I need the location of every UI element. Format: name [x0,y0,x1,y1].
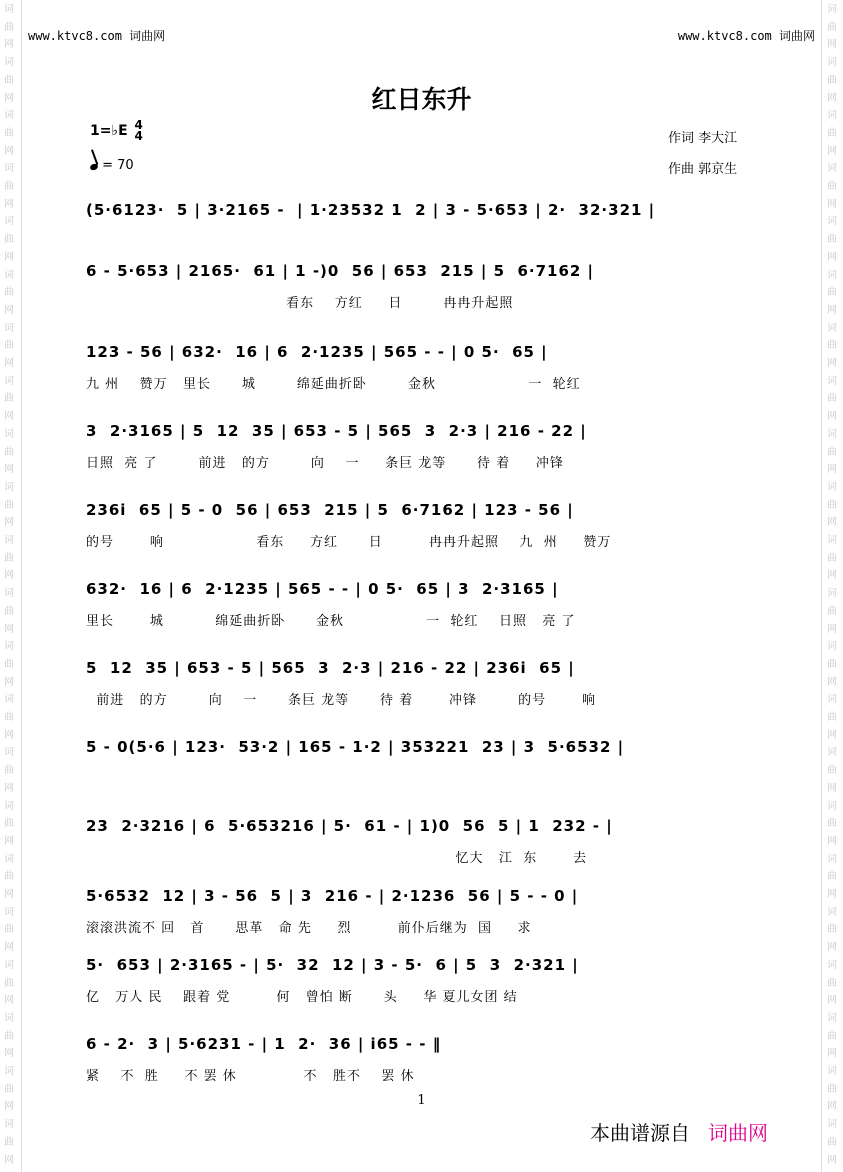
lyric-line: 紧 不 胜 不 罢 休 不 胜不 罢 休 [86,1069,415,1084]
watermark-char: 曲 [827,1136,837,1148]
watermark-char: 网 [4,358,14,369]
watermark-char: 网 [827,942,837,954]
watermark-char: 词 [4,906,14,918]
watermark-char: 词 [4,322,14,334]
lyric-line: 日照 亮 了 前进 的方 向 一 条巨 龙等 待 着 冲锋 [86,456,564,471]
watermark-char: 词 [4,800,14,812]
watermark-char: 网 [827,304,837,316]
lyric-line: 前进 的方 向 一 条巨 龙等 待 着 冲锋 的号 响 [86,693,597,708]
lyric-line: 滚滚洪流不 回 首 思革 命 先 烈 前仆后继为 国 求 [86,921,532,936]
watermark-char: 网 [4,1101,14,1113]
watermark-char: 词 [4,110,14,122]
watermark-char: 曲 [827,605,837,617]
time-signature [135,120,143,142]
source-label: 本曲谱源自 [590,1121,690,1145]
watermark-char: 曲 [827,234,837,246]
watermark-char: 网 [827,198,837,210]
watermark-char: 曲 [4,765,14,777]
watermark-char: 曲 [4,127,14,139]
watermark-char: 词 [827,1012,837,1024]
watermark-char: 曲 [4,234,14,246]
watermark-char: 曲 [827,818,837,830]
watermark-char: 曲 [827,127,837,139]
page-number: 1 [417,1093,426,1108]
watermark-char: 网 [4,517,14,529]
watermark-char: 网 [827,358,837,369]
time-sig-top: 4 [134,118,143,132]
watermark-char: 曲 [827,446,837,458]
watermark-char: 网 [827,1101,837,1113]
watermark-char: 曲 [4,21,14,33]
watermark-char: 曲 [4,924,14,936]
watermark-char: 词 [827,57,837,69]
watermark-char: 网 [4,145,14,157]
watermark-char: 网 [827,411,837,423]
lyric-line: 忆大 江 东 去 [86,851,588,866]
watermark-char: 词 [4,481,14,493]
watermark-char: 曲 [4,605,14,617]
notation-line: 23 2·3216 | 6 5·653216 | 5· 61 - | 1)0 56 5 | 1 232 - | [86,817,613,835]
watermark-char: 词 [4,1066,14,1077]
watermark-char: 曲 [4,1083,14,1095]
watermark-char: 词 [827,535,837,546]
watermark-char: 网 [4,889,14,900]
watermark-char: 词 [4,163,14,175]
watermark-char: 网 [827,889,837,900]
watermark-char: 网 [827,835,837,847]
watermark-char: 词 [827,163,837,175]
source-brand: 词曲网 [708,1121,768,1145]
watermark-char: 曲 [827,1030,837,1042]
watermark-char: 网 [4,942,14,954]
watermark-char: 词 [827,322,837,334]
watermark-char: 网 [4,39,14,51]
watermark-char: 网 [4,676,14,688]
watermark-char: 词 [827,853,837,865]
watermark-char: 网 [4,198,14,210]
notation-line: 3 2·3165 | 5 12 35 | 653 - 5 | 565 3 2·3 | 216 - 22 | [86,422,587,440]
right-border-line [821,0,822,1172]
notation-line: 5 - 0(5·6 | 123· 53·2 | 165 - 1·2 | 353221 23 | 3 5·6532 | [86,738,625,756]
watermark-char: 网 [4,782,14,794]
watermark-char: 网 [827,39,837,51]
watermark-char: 网 [827,92,837,104]
watermark-char: 曲 [4,287,14,299]
watermark-char: 网 [827,145,837,157]
watermark-char: 词 [827,269,837,281]
left-watermark-strip [0,0,20,1172]
lyric-line: 看东 方红 日 冉冉升起照 [86,296,514,311]
composer-credit: 作曲 郭京生 [668,162,738,177]
watermark-char: 词 [827,375,837,387]
watermark-char: 曲 [4,340,14,352]
watermark-char: 词 [827,959,837,971]
watermark-char: 网 [827,729,837,741]
watermark-char: 曲 [827,552,837,564]
watermark-char: 曲 [827,340,837,352]
watermark-char: 词 [4,747,14,759]
tempo-marking [90,158,134,173]
watermark-char: 网 [827,782,837,794]
watermark-char: 网 [4,1048,14,1060]
watermark-char: 词 [4,641,14,653]
watermark-char: 词 [827,481,837,493]
watermark-char: 词 [827,1066,837,1077]
watermark-char: 词 [4,216,14,228]
header-site-right: www.ktvc8.com 词曲网 [677,29,815,43]
watermark-char: 曲 [4,658,14,670]
lyric-line: 亿 万人 民 跟着 党 何 曾怕 断 头 华 夏儿女团 结 [86,990,518,1005]
right-watermark-strip [823,0,843,1172]
header-site-left: www.ktvc8.com 词曲网 [28,29,166,43]
time-sig-bottom: 4 [134,129,143,143]
watermark-char: 词 [827,694,837,706]
watermark-char: 网 [827,1154,837,1166]
lyric-line: 的号 响 看东 方红 日 冉冉升起照 九 州 赞万 [86,535,612,550]
watermark-char: 网 [4,464,14,476]
watermark-char: 曲 [4,181,14,192]
watermark-char: 网 [827,251,837,263]
watermark-char: 网 [4,835,14,847]
watermark-char: 曲 [4,1030,14,1042]
watermark-char: 词 [4,269,14,281]
watermark-char: 词 [4,4,14,15]
tempo-text: = 70 [102,158,134,173]
watermark-char: 曲 [827,393,837,405]
watermark-char: 曲 [827,181,837,192]
watermark-char: 词 [827,588,837,600]
watermark-char: 网 [4,570,14,582]
watermark-char: 网 [4,304,14,316]
watermark-char: 词 [4,535,14,546]
watermark-char: 词 [827,747,837,759]
watermark-char: 词 [4,588,14,600]
notation-line: 632· 16 | 6 2·1235 | 565 - - | 0 5· 65 | 3 2·3165 | [86,580,559,598]
watermark-char: 曲 [4,871,14,883]
watermark-char: 词 [4,959,14,971]
key-signature [90,120,143,142]
notation-line: 123 - 56 | 632· 16 | 6 2·1235 | 565 - - | 0 5· 65 | [86,343,548,361]
watermark-char: 网 [827,517,837,529]
watermark-char: 词 [827,1119,837,1131]
watermark-char: 词 [4,57,14,69]
watermark-char: 词 [4,1012,14,1024]
notation-line: 5 12 35 | 653 - 5 | 565 3 2·3 | 216 - 22 | 236i 65 | [86,659,575,677]
watermark-char: 网 [827,570,837,582]
watermark-char: 曲 [827,1083,837,1095]
watermark-char: 词 [827,4,837,15]
notation-line: 5· 653 | 2·3165 - | 5· 32 12 | 3 - 5· 6 | 5 3 2·321 | [86,956,579,974]
watermark-char: 曲 [4,977,14,989]
watermark-char: 曲 [827,712,837,723]
notation-line: 6 - 5·653 | 2165· 61 | 1 -)0 56 | 653 215 | 5 6·7162 | [86,262,595,280]
lyricist-credit: 作词 李大江 [668,131,738,146]
watermark-char: 网 [827,464,837,476]
watermark-char: 词 [4,375,14,387]
watermark-char: 网 [4,251,14,263]
notation-line: 236i 65 | 5 - 0 56 | 653 215 | 5 6·7162 | 123 - 56 | [86,501,574,519]
watermark-char: 曲 [827,765,837,777]
watermark-char: 曲 [827,977,837,989]
watermark-char: 词 [827,428,837,440]
key-text: 1=♭E [90,123,128,139]
watermark-char: 网 [4,995,14,1007]
watermark-char: 网 [827,995,837,1007]
watermark-char: 曲 [4,446,14,458]
watermark-char: 曲 [4,1136,14,1148]
watermark-char: 曲 [4,552,14,564]
watermark-char: 曲 [827,658,837,670]
watermark-char: 曲 [827,74,837,86]
notation-line: 6 - 2· 3 | 5·6231 - | 1 2· 36 | i65 - - ‖ [86,1035,442,1053]
notation-line: (5·6123· 5 | 3·2165 - | 1·23532 1 2 | 3 - 5·653 | 2· 32·321 | [86,201,656,219]
watermark-char: 曲 [827,871,837,883]
watermark-char: 曲 [827,21,837,33]
watermark-char: 曲 [4,393,14,405]
watermark-char: 词 [827,216,837,228]
watermark-char: 网 [827,676,837,688]
left-border-line [21,0,22,1172]
watermark-char: 曲 [4,499,14,511]
song-title: 红日东升 [371,85,472,114]
watermark-char: 词 [827,641,837,653]
watermark-char: 词 [4,853,14,865]
watermark-char: 曲 [827,924,837,936]
watermark-char: 词 [4,694,14,706]
watermark-char: 词 [4,428,14,440]
watermark-char: 曲 [827,499,837,511]
watermark-char: 网 [4,1154,14,1166]
watermark-char: 网 [827,1048,837,1060]
quarter-note-icon [89,163,99,171]
watermark-char: 词 [4,1119,14,1131]
watermark-char: 曲 [4,712,14,723]
watermark-char: 曲 [4,818,14,830]
watermark-char: 词 [827,906,837,918]
notation-line: 5·6532 12 | 3 - 56 5 | 3 216 - | 2·1236 56 | 5 - - 0 | [86,887,579,905]
source-credit [590,1117,768,1146]
lyric-line: 里长 城 绵延曲折卧 金秋 一 轮红 日照 亮 了 [86,614,576,629]
lyric-line: 九 州 赞万 里长 城 绵延曲折卧 金秋 一 轮红 [86,377,581,392]
watermark-char: 曲 [827,287,837,299]
watermark-char: 词 [827,800,837,812]
watermark-char: 网 [4,92,14,104]
watermark-char: 网 [4,623,14,635]
watermark-char: 词 [827,110,837,122]
watermark-char: 曲 [4,74,14,86]
watermark-char: 网 [4,729,14,741]
watermark-char: 网 [4,411,14,423]
watermark-char: 网 [827,623,837,635]
